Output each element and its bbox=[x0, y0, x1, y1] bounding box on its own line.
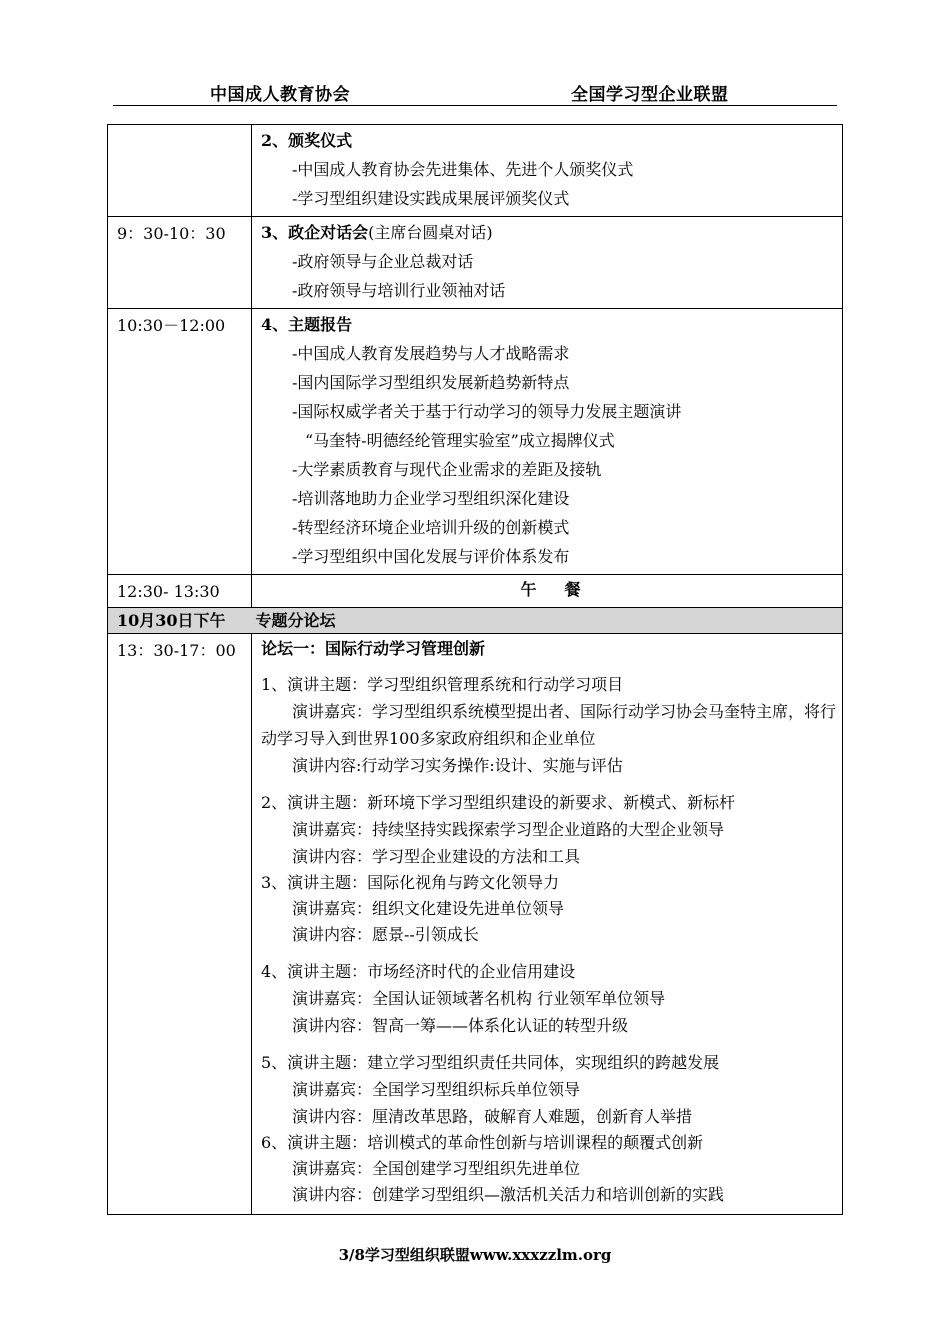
header-right-org: 全国学习型企业联盟 bbox=[571, 85, 729, 105]
talk-content: 演讲内容：创建学习型组织—激活机关活力和培训创新的实践 bbox=[292, 1185, 725, 1204]
session-item: -学习型组织中国化发展与评价体系发布 bbox=[292, 547, 570, 566]
talk-topic: 4、演讲主题：市场经济时代的企业信用建设 bbox=[261, 962, 576, 981]
talk-topic: 3、演讲主题：国际化视角与跨文化领导力 bbox=[261, 873, 560, 892]
session-item: -大学素质教育与现代企业需求的差距及接轨 bbox=[292, 460, 602, 479]
session-item: -政府领导与企业总裁对话 bbox=[292, 252, 474, 271]
schedule-row-lunch bbox=[108, 575, 843, 608]
session-item: -国际权威学者关于基于行动学习的领导力发展主题演讲 bbox=[292, 402, 682, 421]
talk-speaker: 演讲嘉宾：学习型组织系统模型提出者、国际行动学习协会马奎特主席，将行动学习导入到世界100多家政府组织和企业单位 bbox=[261, 702, 837, 748]
row-content bbox=[252, 634, 843, 1215]
session-title: 3、政企对话会 bbox=[261, 223, 369, 242]
schedule-row-dialogue bbox=[108, 217, 843, 309]
session-title-note: (主席台圆桌对话) bbox=[368, 223, 493, 242]
talk-topic: 6、演讲主题：培训模式的革命性创新与培训课程的颠覆式创新 bbox=[261, 1133, 704, 1152]
session-item: -培训落地助力企业学习型组织深化建设 bbox=[292, 489, 570, 508]
session-item: -学习型组织建设实践成果展评颁奖仪式 bbox=[292, 189, 570, 208]
session-item: -中国成人教育协会先进集体、先进个人颁奖仪式 bbox=[292, 160, 634, 179]
session-title: 2、颁奖仪式 bbox=[261, 131, 353, 150]
talk-speaker: 演讲嘉宾：组织文化建设先进单位领导 bbox=[292, 899, 565, 918]
talk-4 bbox=[261, 958, 842, 1039]
talk-3 bbox=[261, 870, 842, 948]
row-time: 12:30- 13:30 bbox=[108, 575, 252, 608]
lunch-label-b: 餐 bbox=[564, 580, 583, 599]
lunch-label-a: 午 bbox=[520, 580, 539, 599]
section-band bbox=[108, 608, 843, 634]
session-item: -国内国际学习型组织发展新趋势新特点 bbox=[292, 373, 570, 392]
talk-1 bbox=[261, 671, 842, 779]
row-time: 10:30－12:00 bbox=[108, 309, 252, 575]
row-time: 9：30-10：30 bbox=[108, 217, 252, 309]
talk-2 bbox=[261, 789, 842, 870]
forum-title: 论坛一：国际行动学习管理创新 bbox=[261, 639, 486, 658]
talk-topic: 1、演讲主题：学习型组织管理系统和行动学习项目 bbox=[261, 675, 624, 694]
talk-speaker: 演讲嘉宾：全国认证领域著名机构 行业领军单位领导 bbox=[292, 989, 666, 1008]
schedule-row-forum bbox=[108, 634, 843, 1215]
row-content bbox=[252, 309, 843, 575]
lunch-cell bbox=[252, 575, 843, 608]
session-title-line bbox=[261, 218, 842, 247]
schedule-table bbox=[107, 124, 843, 1215]
row-time bbox=[108, 125, 252, 217]
section-band-cell bbox=[108, 608, 843, 634]
session-item: -转型经济环境企业培训升级的创新模式 bbox=[292, 518, 570, 537]
row-content bbox=[252, 217, 843, 309]
session-item: -政府领导与培训行业领袖对话 bbox=[292, 281, 506, 300]
talk-speaker: 演讲嘉宾：全国创建学习型组织先进单位 bbox=[292, 1159, 581, 1178]
talk-content: 演讲内容：厘清改革思路，破解育人难题，创新育人举措 bbox=[292, 1107, 693, 1126]
talk-content: 演讲内容：智高一筹——体系化认证的转型升级 bbox=[292, 1016, 629, 1035]
session-item: -中国成人教育发展趋势与人才战略需求 bbox=[292, 344, 570, 363]
talk-content: 演讲内容：愿景--引领成长 bbox=[292, 925, 479, 944]
section-label: 专题分论坛 bbox=[255, 611, 336, 630]
talk-topic: 5、演讲主题：建立学习型组织责任共同体，实现组织的跨越发展 bbox=[261, 1053, 720, 1072]
row-content bbox=[252, 125, 843, 217]
talk-content: 演讲内容：学习型企业建设的方法和工具 bbox=[292, 847, 581, 866]
talk-content: 演讲内容:行动学习实务操作:设计、实施与评估 bbox=[292, 756, 623, 775]
talk-speaker: 演讲嘉宾：持续坚持实践探索学习型企业道路的大型企业领导 bbox=[292, 820, 725, 839]
row-time: 13：30-17：00 bbox=[108, 634, 252, 1215]
session-item: “马奎特-明德经纶管理实验室”成立揭牌仪式 bbox=[305, 431, 615, 450]
header-left-org: 中国成人教育协会 bbox=[210, 85, 350, 105]
talk-6 bbox=[261, 1130, 842, 1208]
talk-speaker: 演讲嘉宾：全国学习型组织标兵单位领导 bbox=[292, 1080, 581, 1099]
talk-topic: 2、演讲主题：新环境下学习型组织建设的新要求、新模式、新标杆 bbox=[261, 793, 736, 812]
schedule-row-award bbox=[108, 125, 843, 217]
page-footer: 3/8学习型组织联盟www.xxxzzlm.org bbox=[338, 1246, 612, 1264]
session-title: 4、主题报告 bbox=[261, 315, 353, 334]
header-rule bbox=[113, 105, 837, 106]
schedule-row-keynote bbox=[108, 309, 843, 575]
talk-5 bbox=[261, 1049, 842, 1130]
section-date: 10月30日下午 bbox=[117, 611, 226, 630]
